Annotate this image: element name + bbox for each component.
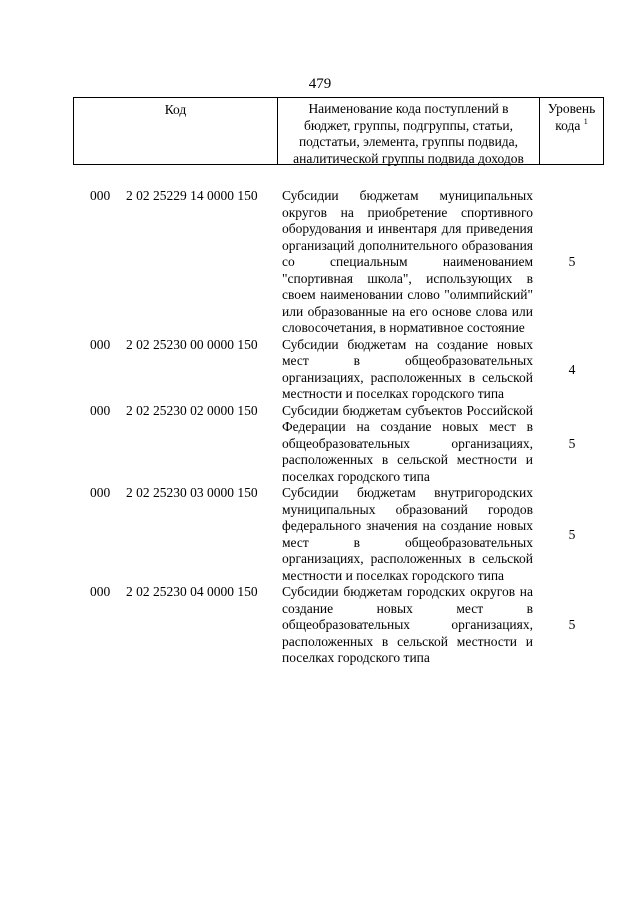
revenue-name: Субсидии бюджетам внутригородских муниципальных образований городов федерального значения на создание новых мест в общеобразовательных организациях, расположенных в сельской местности и поселках городского типа: [282, 485, 533, 583]
revenue-name: Субсидии бюджетам субъектов Российской Федерации на создание новых мест в общеобразовательных организациях, расположенных в сельской местности и поселках городского типа: [282, 402, 533, 484]
table-row: [0, 584, 640, 667]
table-row: [0, 485, 640, 584]
code-level: 4: [568, 361, 576, 377]
admin-code: 000: [90, 402, 111, 418]
header-name-cell: [278, 98, 540, 164]
code-level: 5: [568, 526, 576, 542]
table-row: [0, 188, 640, 337]
code-level: 5: [568, 435, 576, 451]
header-code-cell: [73, 98, 278, 164]
header-level-label: кода: [555, 117, 581, 133]
header-name-line: подстатьи, элемента, группы подвида,: [298, 134, 519, 149]
table-row: [0, 403, 640, 486]
header-name-line: аналитической группы подвида доходов: [293, 150, 524, 166]
header-code-label: Код: [164, 102, 187, 117]
revenue-code: 2 02 25229 14 0000 150: [126, 188, 258, 203]
revenue-name: Субсидии бюджетам на создание новых мест в общеобразовательных организациях, расположенных в сельской местности и поселках городского типа: [282, 336, 533, 401]
table-row: [0, 337, 640, 403]
header-name-line: бюджет, группы, подгруппы, статьи,: [304, 117, 513, 133]
header-level-line2: [540, 118, 603, 135]
header-name-line: Наименование кода поступлений в: [308, 101, 509, 116]
revenue-code: 2 02 25230 03 0000 150: [126, 485, 258, 500]
revenue-code: 2 02 25230 04 0000 150: [126, 584, 258, 599]
footnote-marker: 1: [583, 116, 588, 126]
code-level: 5: [568, 254, 576, 269]
revenue-name: Субсидии бюджетам муниципальных округов на приобретение спортивного оборудования и инвентаря для приведения организаций дополнительного образования со специальным наименованием "спортивная школа", использующих в своем наименовании слово "олимпийский" или образованные на его основе слова или словосочетания, в нормативное состояние: [282, 188, 533, 335]
table-body: [0, 188, 640, 667]
code-level: 5: [568, 617, 576, 632]
page-number: 479: [308, 76, 332, 92]
admin-code: 000: [90, 188, 111, 203]
admin-code: 000: [90, 336, 111, 352]
header-level-cell: [540, 98, 604, 164]
revenue-name: Субсидии бюджетам городских округов на создание новых мест в общеобразовательных организациях, расположенных в сельской местности и поселках городского типа: [282, 584, 533, 665]
revenue-code: 2 02 25230 02 0000 150: [126, 402, 258, 418]
table-header: [73, 97, 604, 165]
revenue-code: 2 02 25230 00 0000 150: [126, 336, 258, 352]
header-level-line1: Уровень: [547, 101, 596, 116]
admin-code: 000: [90, 584, 111, 599]
admin-code: 000: [90, 485, 111, 500]
